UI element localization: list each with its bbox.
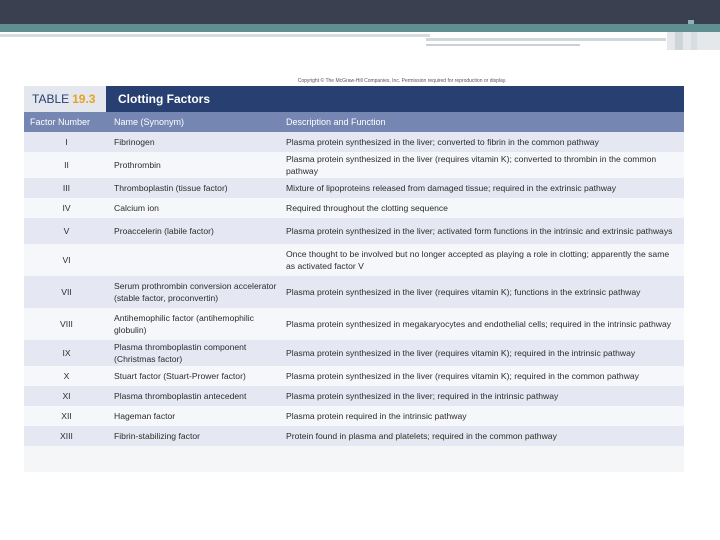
factor-number-cell: XIII bbox=[60, 430, 73, 441]
factor-description-cell: Plasma protein required in the intrinsic pathway bbox=[286, 410, 467, 421]
copyright-notice: Copyright © The McGraw-Hill Companies, Inc. Permission required for reproduction or display. bbox=[297, 78, 507, 84]
factor-name-cell: Thromboplastin (tissue factor) bbox=[114, 182, 228, 193]
factor-name-cell: Antihemophilic factor (antihemophilic globulin) bbox=[114, 312, 254, 335]
table-row bbox=[24, 386, 684, 406]
factor-name-cell: Plasma thromboplastin component (Christmas factor) bbox=[114, 341, 247, 364]
column-header-description: Description and Function bbox=[286, 117, 386, 127]
factor-name-cell: Stuart factor (Stuart-Prower factor) bbox=[114, 370, 246, 381]
factor-description-cell: Plasma protein synthesized in the liver (requires vitamin K); converted to thrombin in the common pathway bbox=[286, 153, 657, 176]
factor-name-cell: Calcium ion bbox=[114, 202, 159, 213]
factor-description-cell: Plasma protein synthesized in the liver; activated form functions in the intrinsic and extrinsic pathways bbox=[286, 225, 673, 236]
slide-header-stripe bbox=[0, 34, 430, 37]
table-row bbox=[24, 178, 684, 198]
factor-name-cell: Proaccelerin (labile factor) bbox=[114, 225, 214, 236]
table-row bbox=[24, 276, 684, 308]
factor-name-cell: Serum prothrombin conversion accelerator (stable factor, proconvertin) bbox=[114, 280, 277, 303]
factor-description-cell: Plasma protein synthesized in the liver (requires vitamin K); required in the common pathway bbox=[286, 370, 639, 381]
factor-description-cell: Protein found in plasma and platelets; required in the common pathway bbox=[286, 430, 557, 441]
factor-description-cell: Plasma protein synthesized in the liver (requires vitamin K); functions in the extrinsic pathway bbox=[286, 286, 641, 297]
factor-number-cell: III bbox=[62, 182, 71, 193]
factor-number-cell: VIII bbox=[60, 318, 73, 329]
table-label-prefix: TABLE bbox=[32, 92, 70, 106]
factor-name-cell: Hageman factor bbox=[114, 410, 176, 421]
table-row bbox=[24, 426, 684, 446]
slide-header-bar bbox=[0, 0, 720, 24]
factor-number-cell: V bbox=[63, 225, 70, 236]
factor-number-cell: VI bbox=[62, 254, 71, 265]
table-row bbox=[24, 132, 684, 152]
factor-number-cell: XII bbox=[61, 410, 72, 421]
column-header-name: Name (Synonym) bbox=[114, 117, 185, 127]
factor-number-cell: XI bbox=[62, 390, 71, 401]
table-row bbox=[24, 406, 684, 426]
factor-number-cell: X bbox=[63, 370, 70, 381]
factor-description-cell: Plasma protein synthesized in the liver (requires vitamin K); required in the intrinsic pathway bbox=[286, 347, 636, 358]
table-caption bbox=[24, 86, 684, 112]
factor-description-cell: Plasma protein synthesized in the liver; converted to fibrin in the common pathway bbox=[286, 136, 599, 147]
slide-decorative-line bbox=[426, 38, 666, 41]
factor-number-cell: I bbox=[65, 136, 68, 147]
factor-number-cell: VII bbox=[61, 286, 72, 297]
table-row bbox=[24, 218, 684, 244]
factor-description-cell: Mixture of lipoproteins released from damaged tissue; required in the extrinsic pathway bbox=[286, 182, 617, 193]
table-row bbox=[24, 198, 684, 218]
factor-description-cell: Plasma protein synthesized in megakaryocytes and endothelial cells; required in the intrinsic pathway bbox=[286, 318, 672, 329]
factor-description-cell: Plasma protein synthesized in the liver; required in the intrinsic pathway bbox=[286, 390, 559, 401]
table-row bbox=[24, 244, 684, 276]
factor-name-cell: Fibrin-stabilizing factor bbox=[114, 430, 200, 441]
table-body bbox=[24, 132, 684, 446]
clotting-factors-table bbox=[24, 86, 684, 472]
slide-decorative-line bbox=[426, 44, 580, 46]
factor-number-cell: IV bbox=[62, 202, 71, 213]
slide-accent-band bbox=[0, 24, 720, 32]
table-row bbox=[24, 366, 684, 386]
table-label bbox=[24, 86, 106, 112]
table-row bbox=[24, 340, 684, 366]
table-header-row bbox=[24, 112, 684, 132]
column-header-factor-number: Factor Number bbox=[30, 117, 91, 127]
factor-description-cell: Required throughout the clotting sequence bbox=[286, 202, 448, 213]
factor-description-cell: Once thought to be involved but no longer accepted as playing a role in clotting; apparently the same as activated factor V bbox=[286, 248, 670, 271]
factor-name-cell: Prothrombin bbox=[114, 159, 161, 170]
table-title: Clotting Factors bbox=[118, 92, 210, 106]
table-row bbox=[24, 308, 684, 340]
factor-number-cell: II bbox=[64, 159, 69, 170]
factor-name-cell: Plasma thromboplastin antecedent bbox=[114, 390, 247, 401]
table-number: 19.3 bbox=[72, 92, 96, 106]
table-row bbox=[24, 152, 684, 178]
slide-corner-block bbox=[667, 32, 720, 50]
factor-number-cell: IX bbox=[62, 347, 71, 358]
factor-name-cell: Fibrinogen bbox=[114, 136, 155, 147]
